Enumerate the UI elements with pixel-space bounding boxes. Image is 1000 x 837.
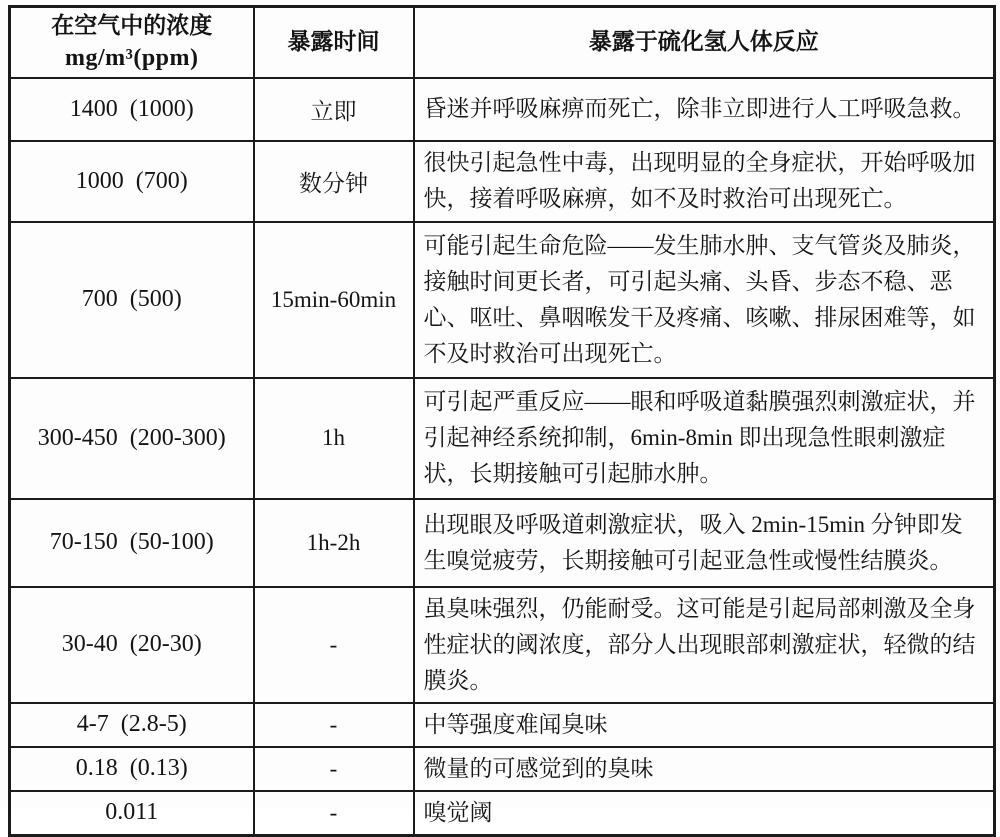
cell-reaction: 微量的可感觉到的臭味	[414, 747, 995, 791]
table-row	[10, 791, 995, 836]
table-row	[10, 747, 995, 791]
col-header-concentration	[10, 7, 254, 78]
cell-exposure-time: 立即	[254, 78, 414, 141]
cell-exposure-time: 15min-60min	[254, 222, 414, 378]
cell-reaction: 嗅觉阈	[414, 791, 995, 836]
cell-concentration: 1400 (1000)	[10, 78, 254, 141]
cell-reaction: 出现眼及呼吸道刺激症状，吸入 2min-15min 分钟即发生嗅觉疲劳，长期接触可引起亚急性或慢性结膜炎。	[414, 499, 995, 587]
cell-concentration: 700 (500)	[10, 222, 254, 378]
cell-concentration: 30-40 (20-30)	[10, 587, 254, 703]
h2s-exposure-table	[8, 5, 996, 837]
cell-concentration: 70-150 (50-100)	[10, 499, 254, 587]
cell-concentration: 0.18 (0.13)	[10, 747, 254, 791]
table-row	[10, 378, 995, 499]
table-row	[10, 587, 995, 703]
cell-concentration: 300-450 (200-300)	[10, 378, 254, 499]
cell-reaction: 可能引起生命危险——发生肺水肿、支气管炎及肺炎，接触时间更长者，可引起头痛、头昏、步态不稳、恶心、呕吐、鼻咽喉发干及疼痛、咳嗽、排尿困难等，如不及时救治可出现死亡。	[414, 222, 995, 378]
cell-exposure-time: 1h	[254, 378, 414, 499]
col-header-concentration-unit: mg/m³(ppm)	[64, 45, 199, 72]
table-header-row	[10, 7, 995, 78]
cell-exposure-time: -	[254, 703, 414, 747]
col-header-concentration-label: 在空气中的浓度	[51, 13, 213, 39]
cell-exposure-time: -	[254, 791, 414, 836]
table-row	[10, 141, 995, 222]
col-header-exposure-time: 暴露时间	[254, 7, 414, 78]
cell-concentration: 4-7 (2.8-5)	[10, 703, 254, 747]
cell-reaction: 昏迷并呼吸麻痹而死亡，除非立即进行人工呼吸急救。	[414, 78, 995, 141]
cell-exposure-time: 1h-2h	[254, 499, 414, 587]
cell-concentration: 1000 (700)	[10, 141, 254, 222]
cell-exposure-time: 数分钟	[254, 141, 414, 222]
cell-reaction: 可引起严重反应——眼和呼吸道黏膜强烈刺激症状，并引起神经系统抑制，6min-8min 即出现急性眼刺激症状，长期接触可引起肺水肿。	[414, 378, 995, 499]
cell-reaction: 虽臭味强烈，仍能耐受。这可能是引起局部刺激及全身性症状的阈浓度，部分人出现眼部刺激症状，轻微的结膜炎。	[414, 587, 995, 703]
table-row	[10, 222, 995, 378]
cell-exposure-time: -	[254, 587, 414, 703]
col-header-reaction: 暴露于硫化氢人体反应	[414, 7, 995, 78]
table-row	[10, 703, 995, 747]
cell-exposure-time: -	[254, 747, 414, 791]
table-row	[10, 499, 995, 587]
cell-reaction: 中等强度难闻臭味	[414, 703, 995, 747]
table-row	[10, 78, 995, 141]
cell-reaction: 很快引起急性中毒，出现明显的全身症状，开始呼吸加快，接着呼吸麻痹，如不及时救治可出现死亡。	[414, 141, 995, 222]
cell-concentration: 0.011	[10, 791, 254, 836]
